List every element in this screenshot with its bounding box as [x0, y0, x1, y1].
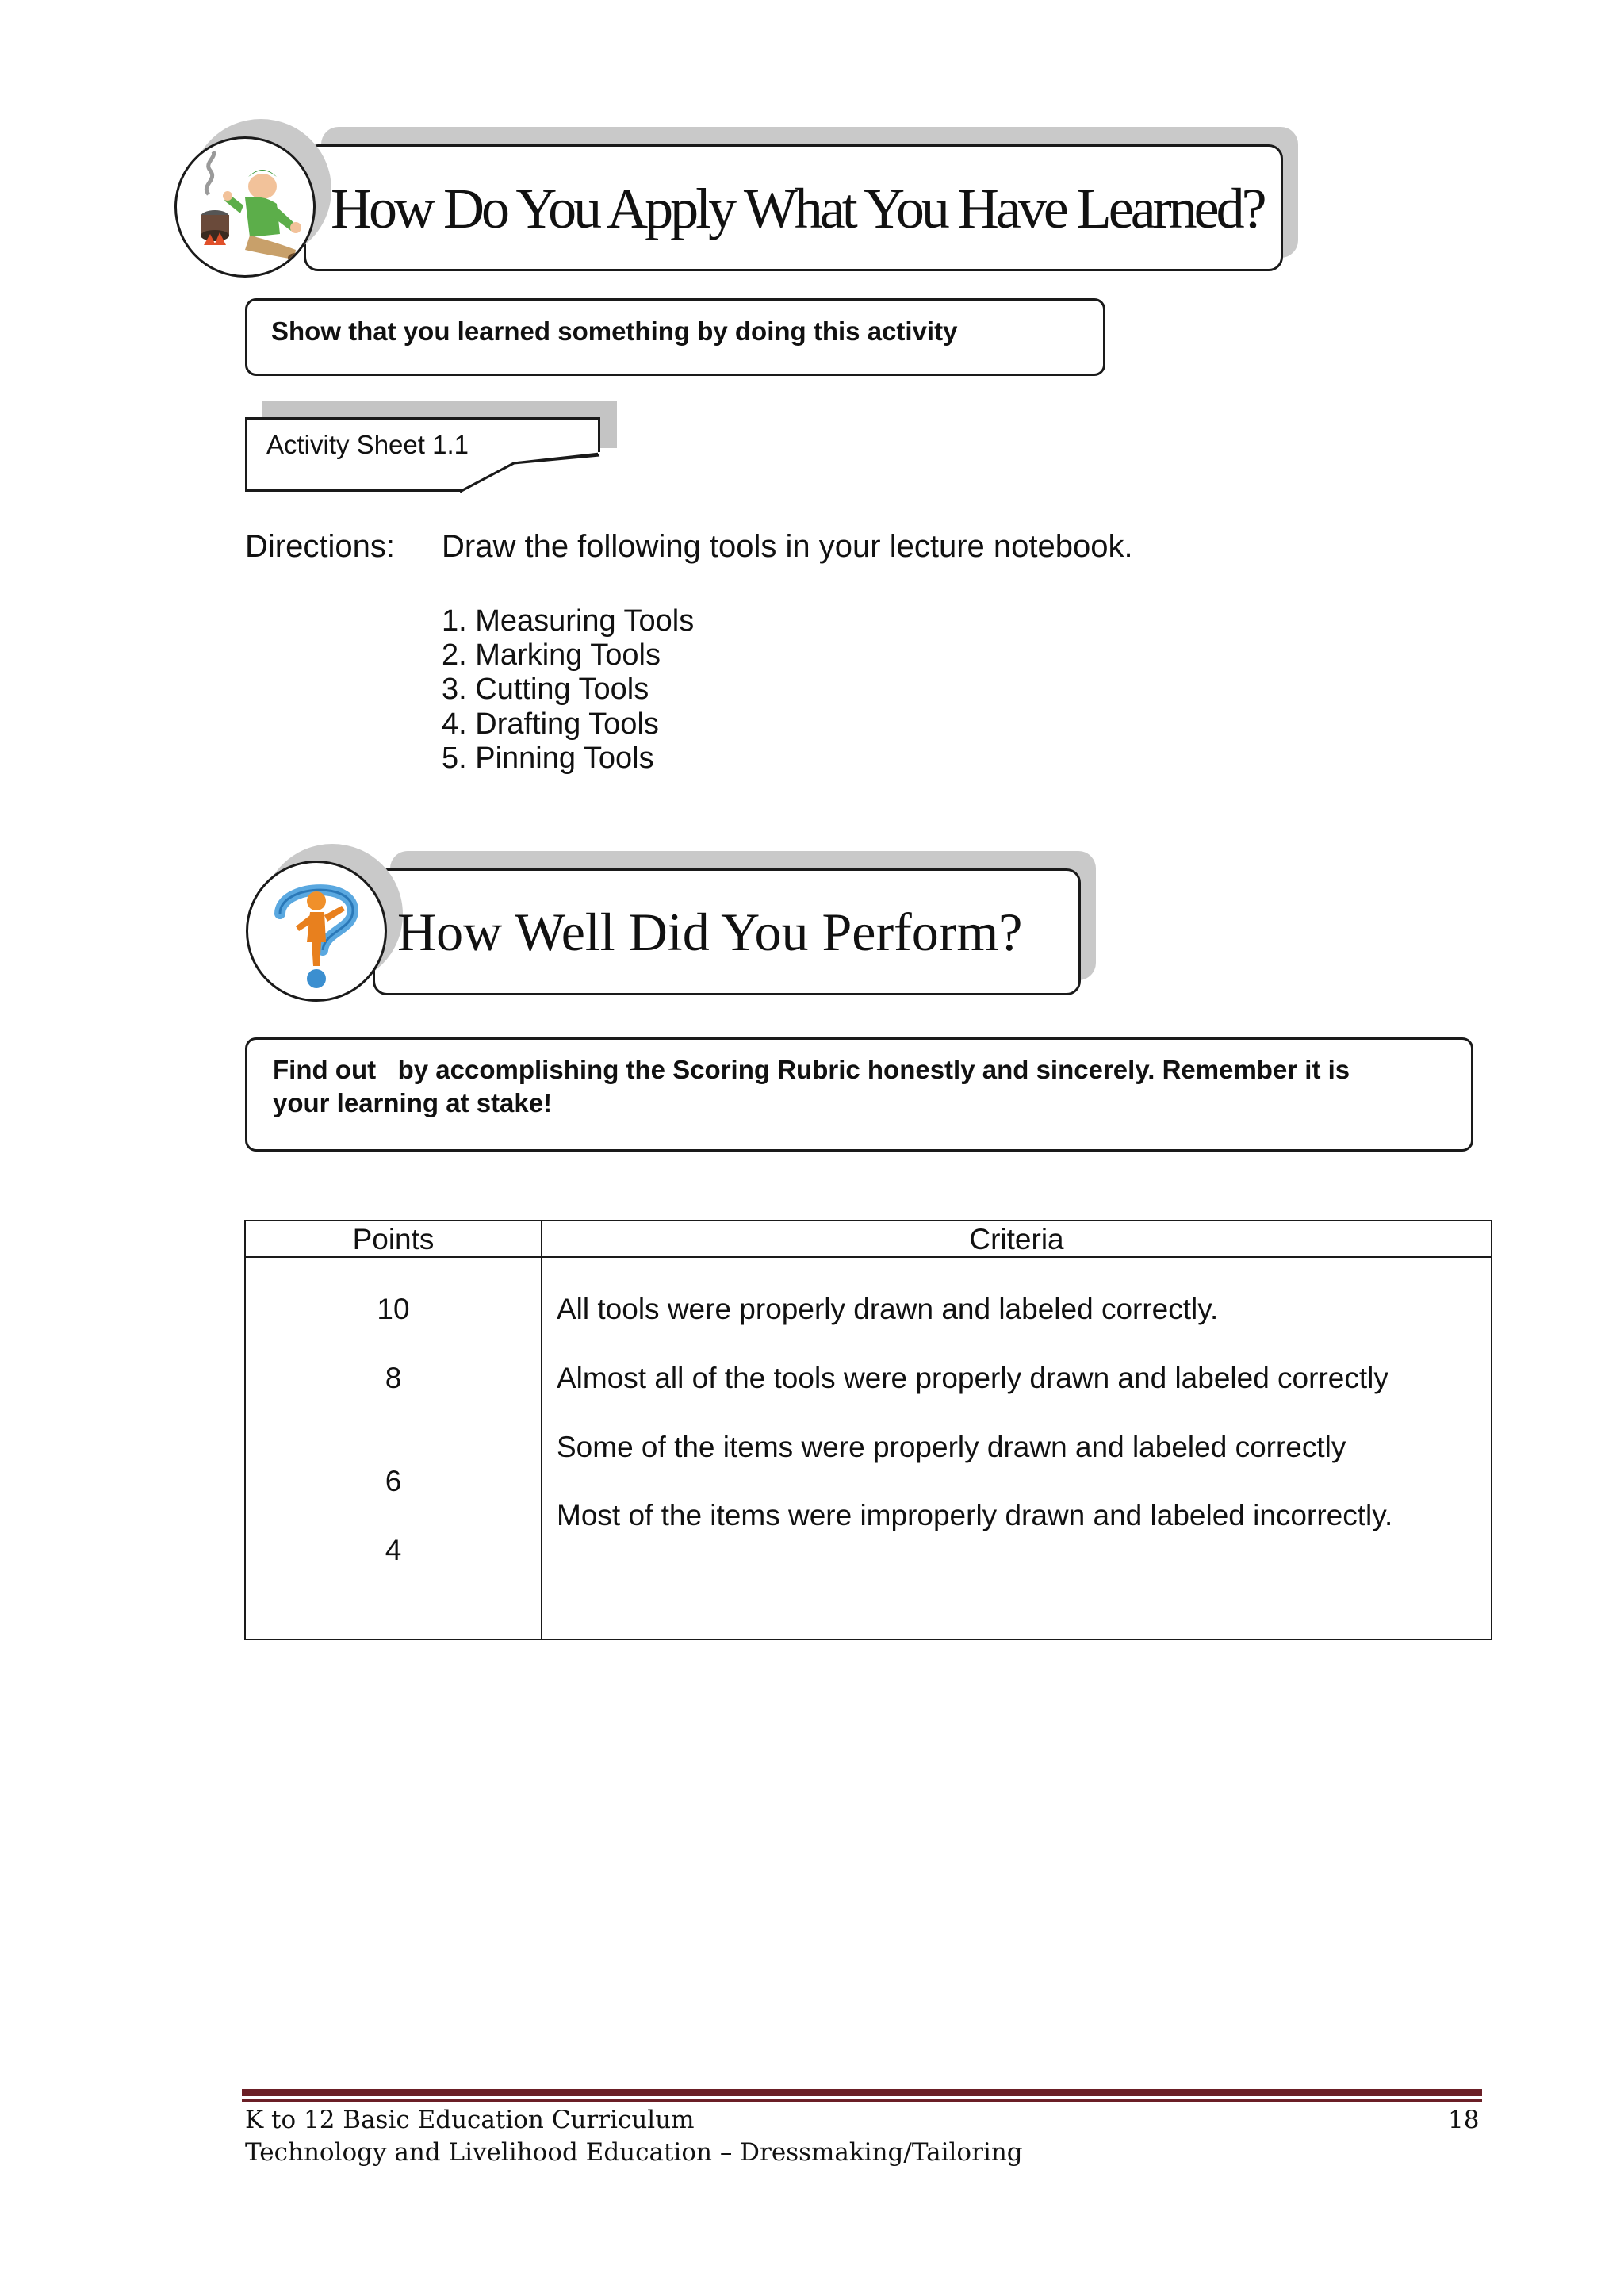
footer-rule	[242, 2089, 1482, 2096]
list-item: 3. Cutting Tools	[442, 673, 649, 706]
instruction-box	[245, 298, 1105, 376]
scoring-rubric-table	[244, 1220, 1492, 1640]
criteria-text: Almost all of the tools were properly drawn and labeled correctly	[557, 1362, 1388, 1394]
instruction-text: Find out by accomplishing the Scoring Rubric honestly and sincerely. Remember it is	[273, 1055, 1350, 1084]
instruction-box	[245, 1037, 1473, 1152]
section-title: How Do You Apply What You Have Learned?	[331, 177, 1264, 240]
points-value: 10	[377, 1293, 410, 1325]
column-divider	[541, 1221, 542, 1639]
criteria-text: All tools were properly drawn and labeled correctly.	[557, 1293, 1219, 1325]
list-item: 5. Pinning Tools	[442, 742, 654, 775]
points-value: 4	[385, 1534, 402, 1566]
criteria-header: Criteria	[969, 1223, 1064, 1255]
folded-corner-icon	[458, 452, 603, 495]
points-header: Points	[352, 1223, 435, 1255]
footer-rule-thin	[242, 2099, 1482, 2102]
activity-sheet-label: Activity Sheet 1.1	[266, 430, 469, 459]
criteria-text: Some of the items were properly drawn and labeled correctly	[557, 1431, 1346, 1463]
directions-text: Draw the following tools in your lecture notebook.	[442, 529, 1133, 564]
instruction-text: your learning at stake!	[273, 1088, 553, 1117]
points-value: 8	[385, 1362, 402, 1394]
list-item: 1. Measuring Tools	[442, 604, 695, 638]
footer-curriculum: K to 12 Basic Education Curriculum	[245, 2106, 695, 2134]
character-cooking-icon	[174, 136, 316, 278]
criteria-text: Most of the items were improperly drawn and labeled incorrectly.	[557, 1499, 1393, 1531]
page-number: 18	[1448, 2106, 1480, 2134]
section-title: How Well Did You Perform?	[397, 902, 1023, 962]
directions-label: Directions:	[245, 529, 395, 564]
list-item: 2. Marking Tools	[442, 638, 661, 672]
question-mark-figure-icon	[246, 861, 387, 1002]
header-divider	[246, 1256, 1491, 1258]
list-item: 4. Drafting Tools	[442, 707, 659, 741]
footer-subject: Technology and Livelihood Education – Dressmaking/Tailoring	[245, 2138, 1023, 2167]
points-value: 6	[385, 1465, 402, 1497]
instruction-text: Show that you learned something by doing this activity	[271, 316, 958, 346]
